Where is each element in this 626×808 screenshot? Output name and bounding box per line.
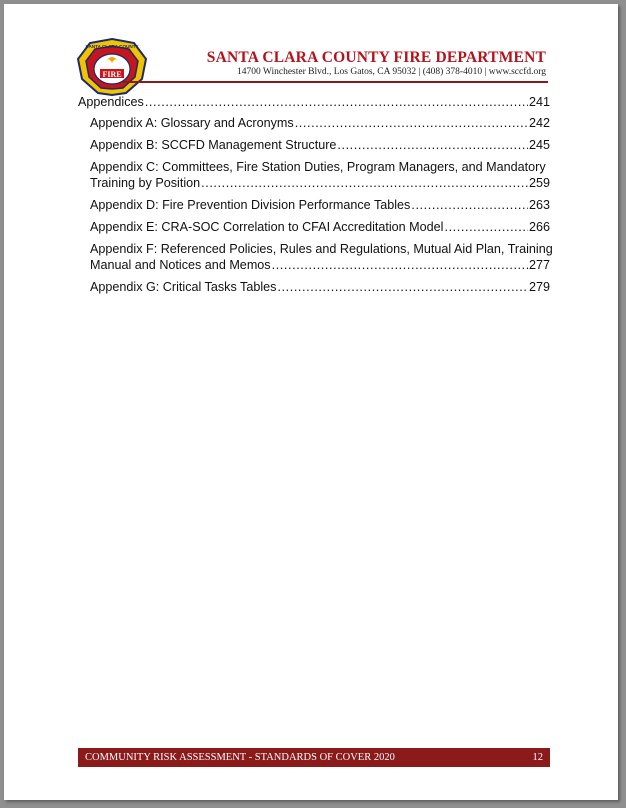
toc-leader-dots	[277, 279, 528, 295]
header-divider	[122, 81, 548, 83]
toc-entry-appendix-d[interactable]	[90, 197, 550, 213]
toc-entry-title: Appendix B: SCCFD Management Structure	[90, 138, 337, 152]
toc-entry-appendix-e[interactable]	[90, 219, 550, 235]
toc-entry-title: Appendices	[78, 95, 144, 109]
logo-top-text: SANTA CLARA COUNTY	[85, 44, 139, 49]
toc-entry-title: Appendix G: Critical Tasks Tables	[90, 280, 277, 294]
organization-name: SANTA CLARA COUNTY FIRE DEPARTMENT	[206, 49, 546, 66]
toc-entry-appendices[interactable]	[78, 94, 550, 110]
toc-page-number: 266	[528, 220, 550, 234]
table-of-contents	[78, 94, 553, 301]
toc-page-number: 259	[528, 176, 550, 190]
toc-entry-title: Appendix E: CRA-SOC Correlation to CFAI Accreditation Model	[90, 220, 444, 234]
toc-page-number: 241	[528, 95, 550, 109]
toc-leader-dots	[337, 137, 528, 153]
toc-entry-title: Appendix D: Fire Prevention Division Performance Tables	[90, 198, 411, 212]
toc-entry-title-line1: Appendix F: Referenced Policies, Rules and Regulations, Mutual Aid Plan, Training	[90, 242, 553, 256]
toc-page-number: 245	[528, 138, 550, 152]
department-badge-icon	[74, 37, 150, 97]
toc-leader-dots	[145, 94, 528, 110]
toc-leader-dots	[272, 257, 528, 273]
organization-address: 14700 Winchester Blvd., Los Gatos, CA 95032 | (408) 378-4010 | www.sccfd.org	[236, 67, 546, 77]
toc-leader-dots	[411, 197, 528, 213]
toc-entry-appendix-f[interactable]	[90, 241, 553, 273]
toc-entry-appendix-g[interactable]	[90, 279, 550, 295]
toc-entry-title-line2: Manual and Notices and Memos	[90, 258, 271, 272]
toc-leader-dots	[201, 175, 528, 191]
toc-page-number: 242	[528, 116, 550, 130]
fire-department-logo	[74, 37, 150, 97]
toc-entry-title-line2: Training by Position	[90, 176, 201, 190]
toc-leader-dots	[295, 115, 528, 131]
page-footer	[78, 748, 550, 767]
toc-page-number: 277	[528, 258, 550, 272]
toc-entry-appendix-c[interactable]	[90, 159, 550, 191]
toc-entry-title-line1: Appendix C: Committees, Fire Station Duties, Program Managers, and Mandatory	[90, 160, 546, 174]
toc-entry-title: Appendix A: Glossary and Acronyms	[90, 116, 294, 130]
footer-page-number: 12	[532, 752, 543, 763]
footer-title: COMMUNITY RISK ASSESSMENT - STANDARDS OF COVER 2020	[85, 752, 395, 763]
toc-entry-appendix-b[interactable]	[90, 137, 550, 153]
toc-entry-appendix-a[interactable]	[90, 115, 550, 131]
toc-page-number: 279	[528, 280, 550, 294]
logo-center-text: FIRE	[102, 70, 122, 79]
document-page	[4, 4, 618, 800]
toc-page-number: 263	[528, 198, 550, 212]
toc-leader-dots	[444, 219, 528, 235]
